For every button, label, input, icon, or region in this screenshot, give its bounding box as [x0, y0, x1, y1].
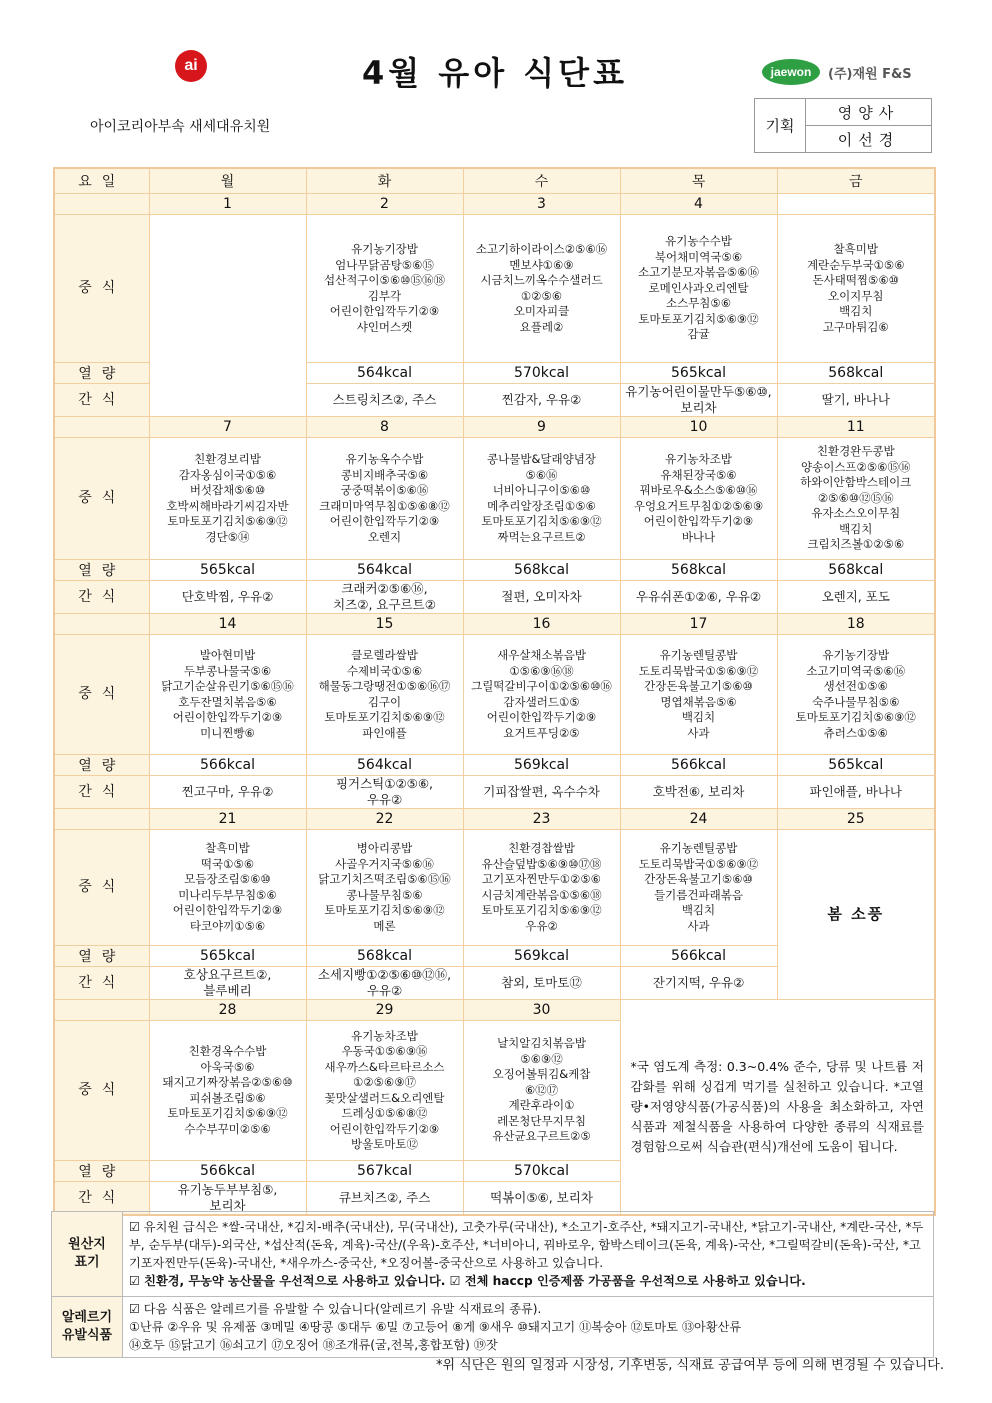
menu-item: 블루베리 [203, 983, 252, 998]
snack-menu [149, 776, 306, 809]
date-cell: 17 [620, 614, 777, 635]
menu-item: 타코야끼①⑤⑥ [189, 918, 266, 933]
snack-label: 간식 [54, 384, 149, 417]
menu-item: 토마토포기김치⑤⑥⑨⑫ [638, 311, 759, 326]
snack-menu [620, 776, 777, 809]
menu-item: 명엽채볶음⑤⑥ [660, 694, 737, 709]
school-name: 아이코리아부속 새세대유치원 [90, 119, 271, 135]
snack-menu [463, 384, 620, 417]
menu-item: 백김치 [839, 521, 873, 536]
date-cell: 8 [306, 417, 463, 438]
menu-item: 스트링치즈②, 주스 [332, 392, 437, 407]
menu-item: ①⑤⑥⑨⑯⑱ [509, 663, 574, 678]
date-cell: 28 [149, 1000, 306, 1021]
menu-item: 호박전⑥, 보리차 [652, 784, 745, 799]
kcal-value: 564kcal [306, 755, 463, 776]
menu-item: 발아현미밥 [199, 648, 256, 662]
kcal-value: 568kcal [620, 560, 777, 581]
notice-text: *국 염도계 측정: 0.3~0.4% 준수, 당류 및 나트륨 저감화를 위해 싱겁게 먹기를 실천하고 있습니다. *고열량•저영양식품(가공식품)의 사용을 최소화하고, 자연식품과 제철식품을 사용하여 다양한 종류의 식재료를 경험함으로써 식습관(편식)개선에 도움이 됩니다. [630, 1059, 924, 1154]
kcal-value: 570kcal [463, 363, 620, 384]
menu-item: 친환경찹쌀밥 [508, 841, 575, 855]
weekday-header: 금 [777, 168, 935, 194]
plan-name: 이선경 [806, 126, 932, 153]
menu-item: 어린이한입깍두기②⑨ [329, 304, 440, 318]
snack-menu [620, 384, 777, 417]
lunch-menu [463, 635, 620, 755]
menu-item: 사골우거지국⑤⑥⑯ [335, 856, 434, 871]
menu-item: 고구마튀김⑥ [822, 319, 889, 334]
lunch-menu [463, 215, 620, 363]
jaewon-logo: jaewon [762, 59, 820, 85]
menu-item: 토마토포기김치⑤⑥⑨⑫ [481, 903, 602, 917]
lunch-menu [306, 215, 463, 363]
menu-item: 어린이한입깍두기②⑨ [643, 514, 754, 528]
menu-item: 돼지고기짜장볶음②⑤⑥⑩ [162, 1075, 293, 1089]
menu-item: 기피잡쌀편, 옥수수차 [483, 784, 600, 799]
menu-item: 그릴떡갈비구이①②⑤⑥⑩⑯ [471, 679, 612, 693]
kcal-value: 566kcal [620, 755, 777, 776]
menu-item: 멘보샤①⑥⑨ [509, 257, 574, 272]
lunch-menu [620, 830, 777, 946]
menu-item: 간장돈육불고기⑤⑥⑩ [644, 872, 753, 886]
menu-item: 들기름건파래볶음 [654, 887, 743, 902]
menu-item: 너비아니구이⑤⑥⑩ [492, 483, 591, 497]
menu-item: 날치알김치볶음밥 [497, 1036, 586, 1051]
lunch-label: 중식 [54, 830, 149, 946]
menu-item: 소세지빵①②⑤⑥⑩⑫⑯, [317, 967, 452, 982]
menu-item: 고기포자찐만두①②⑤⑥ [481, 872, 601, 886]
allergy-label: 알레르기 유발식품 [52, 1297, 123, 1358]
menu-item: 피쉬볼조림⑤⑥ [189, 1090, 266, 1105]
menu-item: 우유② [366, 792, 403, 807]
snack-menu [463, 581, 620, 614]
lunch-menu [620, 215, 777, 363]
lunch-label: 중식 [54, 438, 149, 560]
lunch-menu [463, 438, 620, 560]
menu-item: 크림치즈볼①②⑤⑥ [807, 537, 905, 552]
supplier-name: (주)재원 F&S [828, 67, 912, 82]
menu-item: 돈사태떡찜⑤⑥⑩ [812, 273, 899, 287]
date-cell: 29 [306, 1000, 463, 1021]
menu-item: ①②⑤⑥⑨⑰ [352, 1075, 417, 1089]
snack-menu [306, 967, 463, 1000]
menu-item: 토마토포기김치⑤⑥⑨⑫ [324, 903, 445, 917]
notice-box [620, 1000, 935, 1216]
date-cell: 25 [777, 809, 935, 830]
menu-item: 크래미마역무침①⑤⑥⑧⑫ [319, 498, 450, 513]
menu-item: 떡볶이⑤⑥, 보리차 [490, 1190, 593, 1205]
menu-item: 유기농기장밥 [822, 648, 890, 662]
lunch-menu [620, 635, 777, 755]
menu-item: 우유쉬폰①②⑥, 우유② [635, 589, 762, 604]
date-cell: 18 [777, 614, 935, 635]
menu-item: 생선전①⑤⑥ [823, 679, 888, 693]
menu-item: 유기농두부부침⑤, [177, 1182, 278, 1197]
menu-item: 유기농옥수수밥 [345, 452, 424, 466]
day-label: 요일 [54, 168, 149, 194]
kcal-value: 566kcal [620, 946, 777, 967]
snack-menu [777, 776, 935, 809]
menu-item: 어린이한입깍두기②⑨ [329, 514, 440, 528]
kcal-label: 열량 [54, 363, 149, 384]
menu-item: 유기농수수밥 [665, 234, 732, 249]
kcal-value: 566kcal [149, 755, 306, 776]
menu-item: 꿔바로우&소스⑤⑥⑩⑯ [639, 483, 758, 497]
menu-item: 경단⑤⑭ [205, 529, 250, 544]
menu-item: 단호박찜, 우유② [181, 589, 274, 604]
menu-item: 꽃맛살샐러드&오리엔탈 [324, 1090, 445, 1105]
lunch-menu [620, 438, 777, 560]
menu-item: 버섯잡채⑤⑥⑩ [189, 483, 266, 497]
snack-label: 간식 [54, 581, 149, 614]
menu-item: 찰흑미밥 [833, 242, 878, 256]
menu-item: 유자소스오이무침 [811, 506, 901, 521]
menu-item: 찰흑미밥 [205, 841, 250, 855]
menu-table [53, 167, 936, 1216]
kcal-value: 566kcal [149, 1161, 306, 1182]
menu-item: 짜먹는요구르트② [497, 529, 586, 544]
menu-item: 유기농렌틸콩밥 [659, 841, 738, 855]
snack-label: 간식 [54, 1182, 149, 1216]
lunch-menu [149, 830, 306, 946]
menu-item: 핑거스틱①②⑤⑥, [335, 776, 434, 791]
menu-item: 찐고구마, 우유② [181, 784, 274, 799]
menu-item: 사과 [687, 725, 710, 740]
snack-menu [149, 1182, 306, 1216]
lunch-label: 중식 [54, 1021, 149, 1161]
snack-label: 간식 [54, 776, 149, 809]
kcal-label: 열량 [54, 560, 149, 581]
menu-item: 시금치계란볶음①⑤⑥⑱ [481, 887, 602, 902]
menu-item: 호상요구르트②, [183, 967, 272, 982]
menu-item: 유기농차조밥 [351, 1028, 418, 1043]
menu-item: 백김치 [839, 304, 873, 318]
menu-item: 콩나물밥&달래양념장 [487, 452, 596, 466]
menu-item: 토마토포기김치⑤⑥⑨⑫ [167, 514, 288, 528]
kcal-value: 569kcal [463, 755, 620, 776]
footer-note: *위 식단은 원의 일정과 시장성, 기후변동, 식재료 공급여부 등에 의해 변경될 수 있습니다. [435, 1358, 944, 1373]
menu-item: 절편, 오미자차 [501, 589, 582, 604]
date-cell: 24 [620, 809, 777, 830]
lunch-menu [149, 438, 306, 560]
menu-item: 사과 [687, 918, 710, 933]
menu-item: 로메인사과오리엔탈 [648, 280, 749, 295]
menu-item: 소스무침⑤⑥ [665, 296, 732, 311]
menu-item: 미니찐빵⑥ [200, 725, 255, 740]
plan-label: 기획 [755, 99, 806, 153]
menu-item: 메론 [373, 918, 396, 933]
menu-item: 유산균요구르트②⑤ [492, 1129, 591, 1144]
menu-item: 닭고기순살유린기⑤⑥⑮⑯ [161, 679, 294, 693]
menu-item: 보리차 [209, 1198, 246, 1213]
weekday-header: 목 [620, 168, 777, 194]
snack-menu [306, 1182, 463, 1216]
kcal-value: 569kcal [463, 946, 620, 967]
snack-menu [620, 967, 777, 1000]
date-cell: 30 [463, 1000, 620, 1021]
date-cell: 9 [463, 417, 620, 438]
menu-item: 참외, 토마토⑫ [501, 975, 582, 990]
menu-item: 떡국①⑤⑥ [200, 856, 255, 871]
menu-item: 궁중떡볶이⑤⑥⑯ [340, 483, 429, 497]
snack-menu [777, 581, 935, 614]
date-row-spacer [54, 1000, 149, 1021]
lunch-menu [463, 830, 620, 946]
menu-item: 우엉요거트무침①②⑤⑥⑨ [633, 498, 764, 513]
date-row-spacer [54, 614, 149, 635]
snack-menu [463, 1182, 620, 1216]
menu-item: 숙주나물무침⑤⑥ [812, 694, 900, 709]
menu-item: 요플레② [519, 319, 564, 334]
kcal-label: 열량 [54, 1161, 149, 1182]
lunch-menu [149, 1021, 306, 1161]
kcal-value: 568kcal [306, 946, 463, 967]
menu-item: 큐브치즈②, 주스 [338, 1190, 431, 1205]
menu-item: 토마토포기김치⑤⑥⑨⑫ [324, 710, 445, 724]
menu-item: 오이지무침 [827, 288, 884, 303]
menu-item: 우유② [525, 918, 558, 933]
menu-item: ⑤⑥⑯ [525, 467, 558, 482]
menu-item: 어린이한입깍두기②⑨ [329, 1121, 440, 1136]
kcal-label: 열량 [54, 946, 149, 967]
menu-item: 간장돈육불고기⑤⑥⑩ [644, 679, 753, 693]
menu-item: 양송이스프②⑤⑥⑮⑯ [801, 459, 911, 474]
kcal-value: 568kcal [777, 560, 935, 581]
date-cell: 11 [777, 417, 935, 438]
date-cell: 4 [620, 194, 777, 215]
menu-item: 우유② [366, 983, 403, 998]
lunch-menu [306, 1021, 463, 1161]
menu-item: 섭산적구이⑤⑥⑩⑮⑯⑱ [324, 273, 445, 287]
menu-item: 유산슬덮밥⑤⑥⑨⑩⑰⑱ [481, 856, 602, 871]
menu-item: 엄나무닭곰탕⑤⑥⑮ [335, 257, 434, 272]
menu-item: 도토리묵밥국①⑤⑥⑨⑫ [638, 856, 759, 871]
date-row-spacer [54, 194, 149, 215]
weekday-header: 수 [463, 168, 620, 194]
menu-item: 김구이 [367, 694, 402, 709]
snack-menu [777, 384, 935, 417]
origin-bold-line: ☑ 친환경, 무농약 농산물을 우선적으로 사용하고 있습니다. ☑ 전체 haccp 인증제품 가공품을 우선적으로 사용하고 있습니다. [129, 1274, 806, 1288]
snack-menu [463, 776, 620, 809]
menu-item: 닭고기치즈떡조림⑤⑥⑮⑯ [318, 872, 451, 886]
menu-item: 시금치느끼옥수수샐러드 [480, 273, 603, 287]
menu-item: 유기농렌틸콩밥 [659, 648, 738, 662]
menu-item: 오렌지, 포도 [821, 589, 890, 604]
menu-item: 백김치 [681, 710, 716, 724]
date-cell: 10 [620, 417, 777, 438]
snack-menu [149, 581, 306, 614]
menu-item: 레몬청단무지무침 [497, 1113, 586, 1128]
menu-item: 수수부꾸미②⑤⑥ [184, 1121, 271, 1136]
snack-menu [306, 384, 463, 417]
kcal-value: 565kcal [149, 946, 306, 967]
menu-item: 아욱국⑤⑥ [200, 1059, 255, 1074]
menu-item: 어린이한입깍두기②⑨ [172, 710, 283, 724]
menu-item: 새우까스&타르타르소스 [324, 1059, 445, 1074]
snack-label: 간식 [54, 967, 149, 1000]
date-cell: 21 [149, 809, 306, 830]
snack-menu [149, 967, 306, 1000]
snack-menu [620, 581, 777, 614]
date-cell: 22 [306, 809, 463, 830]
ai-logo: ai [175, 50, 207, 82]
kcal-value: 568kcal [463, 560, 620, 581]
menu-item: 호박씨해바라기씨김자반 [166, 498, 289, 513]
menu-item: 모듬장조림⑤⑥⑩ [184, 872, 271, 886]
menu-item: 미나리두부무침⑤⑥ [178, 887, 277, 902]
kcal-value: 565kcal [149, 560, 306, 581]
menu-item: 방울토마토⑫ [350, 1137, 419, 1151]
menu-item: 북어채미역국⑤⑥ [654, 249, 743, 264]
lunch-menu [777, 438, 935, 560]
date-cell: 23 [463, 809, 620, 830]
date-cell: 16 [463, 614, 620, 635]
date-cell: 1 [149, 194, 306, 215]
page-title: 4월 유아 식단표 [361, 54, 629, 92]
kcal-value: 565kcal [777, 755, 935, 776]
menu-item: 파인애플 [362, 725, 407, 740]
menu-item: 친환경완두콩밥 [816, 444, 895, 459]
menu-item: 츄러스①⑤⑥ [823, 725, 888, 740]
lunch-label: 중식 [54, 215, 149, 363]
origin-label: 원산지 표기 [52, 1212, 123, 1297]
lunch-menu [306, 830, 463, 946]
lunch-menu [777, 635, 935, 755]
kcal-value: 564kcal [306, 363, 463, 384]
menu-item: 요거트푸딩②⑤ [503, 725, 580, 740]
menu-item: 잔기지떡, 우유② [652, 975, 745, 990]
weekday-header: 월 [149, 168, 306, 194]
menu-item: 샤인머스켓 [356, 319, 413, 334]
menu-item: 호두잔멸치볶음⑤⑥ [178, 694, 277, 709]
menu-item: 파인애플, 바나나 [809, 784, 902, 799]
lunch-menu [149, 635, 306, 755]
date-row-spacer [54, 809, 149, 830]
lunch-menu [777, 215, 935, 363]
menu-item: 보리차 [680, 400, 717, 415]
menu-item: 해물동그랑땡전①⑤⑥⑯⑰ [318, 679, 451, 693]
menu-item: 김부각 [367, 288, 402, 303]
menu-item: 토마토포기김치⑤⑥⑨⑫ [481, 514, 602, 528]
menu-item: 계란후라이① [508, 1098, 575, 1113]
menu-item: 친환경보리밥 [194, 452, 261, 466]
kcal-label: 열량 [54, 755, 149, 776]
menu-item: 우동국①⑤⑥⑨⑯ [341, 1044, 428, 1058]
menu-item: 백김치 [681, 903, 716, 917]
menu-item: 바나나 [681, 529, 716, 544]
menu-item: 오징어볼튀김&케찹 [492, 1067, 591, 1082]
menu-item: 크래커②⑤⑥⑯, [341, 581, 428, 596]
menu-item: ⑥⑫⑰ [524, 1082, 559, 1097]
menu-item: 감귤 [687, 327, 710, 342]
date-cell: 3 [463, 194, 620, 215]
menu-item: ⑤⑥⑨⑫ [520, 1051, 563, 1066]
date-cell: 14 [149, 614, 306, 635]
menu-item: 메추리알장조림①⑤⑥ [487, 498, 596, 513]
menu-item: 클로렐라쌀밥 [351, 648, 418, 662]
date-cell: 2 [306, 194, 463, 215]
menu-item: 두부콩나물국⑤⑥ [183, 663, 272, 678]
snack-menu [306, 776, 463, 809]
date-row-spacer [54, 417, 149, 438]
menu-item: 어린이한입깍두기②⑨ [486, 710, 597, 724]
menu-item: 도토리묵밥국①⑤⑥⑨⑫ [638, 663, 759, 678]
plan-role: 영양사 [806, 99, 932, 126]
menu-item: 콩나물무침⑤⑥ [346, 887, 423, 902]
menu-item: 감자옹심이국①⑤⑥ [178, 467, 277, 482]
date-cell: 7 [149, 417, 306, 438]
menu-item: 어린이한입깍두기②⑨ [172, 903, 283, 917]
kcal-value: 568kcal [777, 363, 935, 384]
snack-menu [463, 967, 620, 1000]
menu-item: 딸기, 바나나 [821, 392, 890, 407]
lunch-label: 중식 [54, 635, 149, 755]
menu-item: 콩비지배추국⑤⑥ [340, 467, 429, 482]
menu-item: 오미자피클 [513, 304, 570, 318]
menu-item: 유기농어린이물만두⑤⑥⑩, [625, 384, 772, 399]
weekday-header: 화 [306, 168, 463, 194]
menu-item: 감자샐러드①⑤ [503, 694, 580, 709]
snack-menu [306, 581, 463, 614]
menu-item: 친환경옥수수밥 [188, 1044, 267, 1058]
menu-item: 유채된장국⑤⑥ [660, 467, 737, 482]
menu-item: 소고기분모자볶음⑤⑥⑯ [638, 265, 759, 280]
menu-item: 오렌지 [367, 529, 402, 544]
menu-item: 드레싱①⑤⑥⑧⑫ [341, 1106, 428, 1120]
lunch-menu [306, 438, 463, 560]
lunch-menu [463, 1021, 620, 1161]
menu-item: 계란순두부국①⑤⑥ [806, 257, 905, 272]
menu-item: ②⑤⑥⑩⑫⑮⑯ [817, 490, 894, 505]
menu-item: 유기농기장밥 [351, 242, 418, 256]
menu-item: 새우살채소볶음밥 [497, 648, 586, 662]
info-table [51, 1211, 934, 1358]
menu-item: 찐감자, 우유② [501, 392, 582, 407]
menu-item: 토마토포기김치⑤⑥⑨⑫ [795, 710, 916, 724]
lunch-menu [306, 635, 463, 755]
menu-item: 소고기미역국⑤⑥⑯ [806, 663, 906, 678]
menu-item: 토마토포기김치⑤⑥⑨⑫ [167, 1106, 288, 1120]
kcal-value: 570kcal [463, 1161, 620, 1182]
kcal-value: 564kcal [306, 560, 463, 581]
kcal-value: 567kcal [306, 1161, 463, 1182]
kcal-value: 565kcal [620, 363, 777, 384]
menu-item: 소고기하이라이스②⑤⑥⑯ [475, 242, 608, 256]
allergy-text: ☑ 다음 식품은 알레르기를 유발할 수 있습니다(알레르기 유발 식재료의 종류). ①난류 ②우유 및 유제품 ③메밀 ④땅콩 ⑤대두 ⑥밀 ⑦고등어 ⑧게 ⑨새우 ⑩돼지고기 ⑪복숭아 ⑫토마토 ⑬아황산류 ⑭호두 ⑮닭고기 ⑯쇠고기 ⑰오징어 ⑱조개류(굴,전복,홍합포함) ⑲잣 [123, 1297, 934, 1358]
menu-item: 하와이안함박스테이크 [800, 475, 912, 490]
menu-item: 유기농차조밥 [665, 452, 732, 466]
menu-item: 병아리콩밥 [356, 841, 413, 855]
menu-item: 수제비국①⑤⑥ [346, 663, 423, 678]
empty-day [149, 215, 306, 417]
menu-item: ①②⑤⑥ [520, 288, 563, 303]
menu-item: 치즈②, 요구르트② [333, 597, 436, 612]
origin-text: ☑ 유치원 급식은 *쌀-국내산, *김치-배추(국내산), 무(국내산), 고춧가루(국내산), *소고기-호주산, *돼지고기-국내산, *닭고기-국내산, *계란-국산, *두부, 순두부(대두)-외국산, *섭산적(돈육, 계육)-국산/(우육)-호주산, *너비아니, 꿔바로우, 함박스테이크(돈육, 계육)-국산, *그릴떡갈비(돈육)-국산, *고기포자찐만두(돈육)-국내산, *새우까스-중국산, *오징어볼-중국산으로 사용하고 있습니다. ☑ 친환경, 무농약 농산물을 우선적으로 사용하고 있습니다. ☑ 전체 haccp 인증제품 가공품을 우선적으로 사용하고 있습니다. [123, 1212, 934, 1297]
date-cell: 15 [306, 614, 463, 635]
festival-cell: 봄 소풍 [777, 830, 935, 1000]
planner-box [754, 98, 932, 153]
